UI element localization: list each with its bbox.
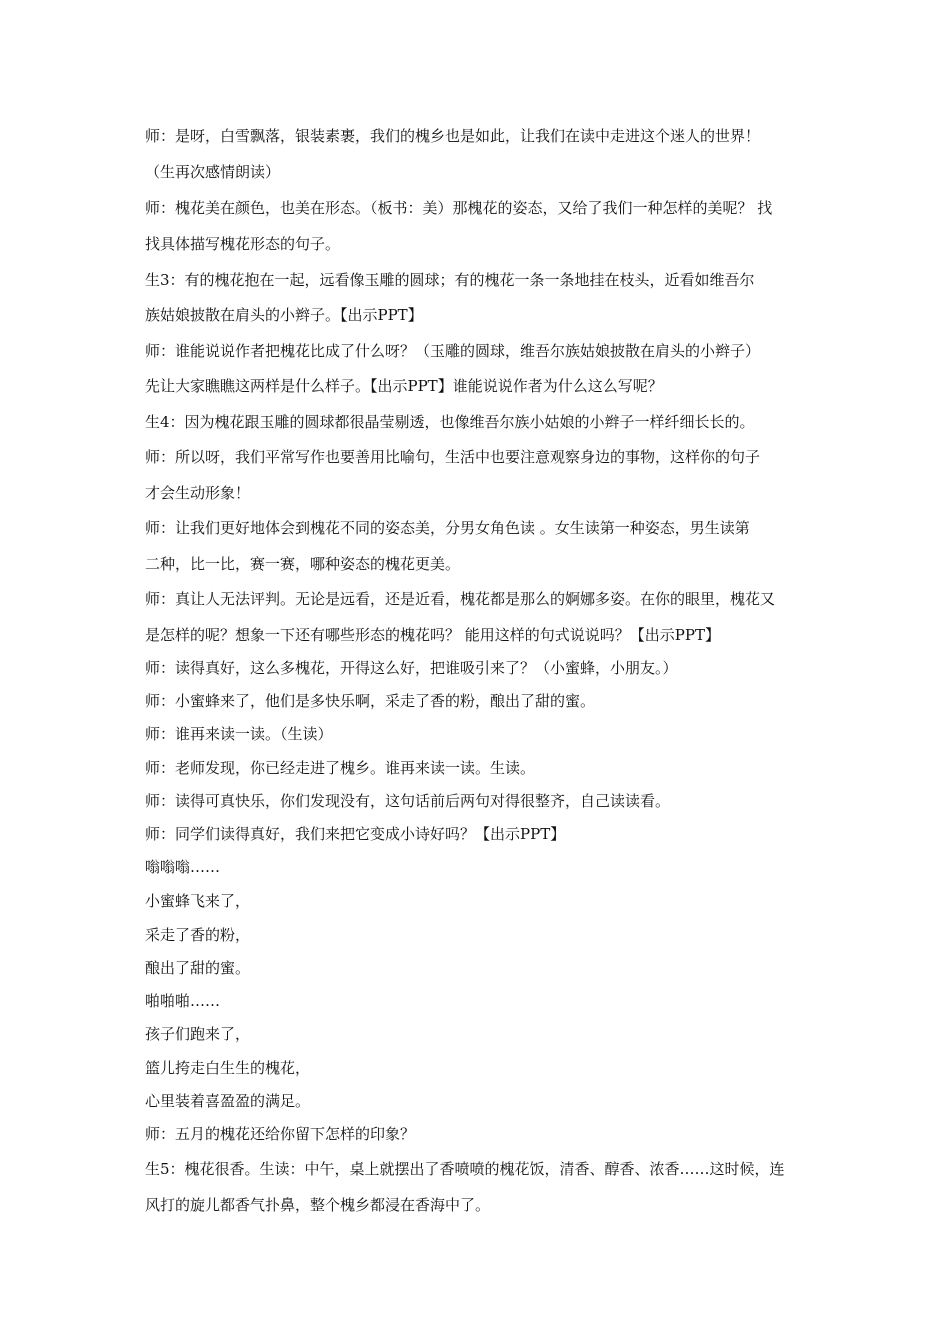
- poem-line: 篮儿挎走白生生的槐花，: [145, 1059, 311, 1077]
- text-line: 师：真让人无法评判。无论是远看，还是近看，槐花都是那么的婀娜多姿。在你的眼里，槐花又: [145, 590, 776, 608]
- text-line: 才会生动形象！: [145, 484, 251, 502]
- text-line: 生3：有的槐花抱在一起，远看像玉雕的圆球；有的槐花一条一条地挂在枝头，近看如维吾尔: [145, 271, 755, 289]
- text-line: 师：五月的槐花还给你留下怎样的印象？: [145, 1125, 416, 1143]
- text-line: 师：槐花美在颜色，也美在形态。（板书：美）那槐花的姿态，又给了我们一种怎样的美呢？ 找: [145, 199, 773, 217]
- text-line: 师：谁再来读一读。（生读）: [145, 725, 333, 743]
- text-line: 师：让我们更好地体会到槐花不同的姿态美，分男女角色读 。女生读第一种姿态，男生读第: [145, 519, 750, 537]
- text-line: 师：读得可真快乐，你们发现没有，这句话前后两句对得很整齐，自己读读看。: [145, 792, 671, 810]
- poem-line: 心里装着喜盈盈的满足。: [145, 1092, 311, 1110]
- text-line: 师：同学们读得真好，我们来把它变成小诗好吗？【出示PPT】: [145, 825, 566, 843]
- poem-line: 嗡嗡嗡……: [145, 858, 221, 876]
- poem-line: 酿出了甜的蜜。: [145, 959, 251, 977]
- poem-line: 采走了香的粉，: [145, 926, 251, 944]
- text-line: 师：小蜜蜂来了，他们是多快乐啊，采走了香的粉，酿出了甜的蜜。: [145, 692, 596, 710]
- text-line: 先让大家瞧瞧这两样是什么样子。【出示PPT】谁能说说作者为什么这么写呢？: [145, 377, 663, 395]
- poem-line: 孩子们跑来了，: [145, 1025, 251, 1043]
- text-line: 师：是呀，白雪飘落，银装素裹，我们的槐乡也是如此，让我们在读中走进这个迷人的世界！: [145, 127, 761, 145]
- text-line: 二种，比一比，赛一赛，哪种姿态的槐花更美。: [145, 555, 461, 573]
- text-line: 风打的旋儿都香气扑鼻，整个槐乡都浸在香海中了。: [145, 1196, 491, 1214]
- text-line: 师：老师发现，你已经走进了槐乡。谁再来读一读。生读。: [145, 759, 536, 777]
- text-line: 生4：因为槐花跟玉雕的圆球都很晶莹剔透，也像维吾尔族小姑娘的小辫子一样纤细长长的。: [145, 413, 755, 431]
- poem-line: 小蜜蜂飞来了，: [145, 892, 251, 910]
- text-line: 师：读得真好，这么多槐花，开得这么好，把谁吸引来了？（小蜜蜂，小朋友。）: [145, 659, 678, 677]
- text-line: 找具体描写槐花形态的句子。: [145, 235, 341, 253]
- text-line: 师：所以呀，我们平常写作也要善用比喻句，生活中也要注意观察身边的事物，这样你的句子: [145, 448, 761, 466]
- text-line: （生再次感情朗读）: [145, 163, 281, 181]
- text-line: 师：谁能说说作者把槐花比成了什么呀？（玉雕的圆球，维吾尔族姑娘披散在肩头的小辫子）: [145, 342, 761, 360]
- text-line: 是怎样的呢？想象一下还有哪些形态的槐花吗？ 能用这样的句式说说吗？【出示PPT】: [145, 626, 720, 644]
- text-line: 族姑娘披散在肩头的小辫子。【出示PPT】: [145, 306, 423, 324]
- text-line: 生5：槐花很香。生读：中午，桌上就摆出了香喷喷的槐花饭，清香、醇香、浓香……这时候，连: [145, 1160, 785, 1178]
- poem-line: 啪啪啪……: [145, 992, 221, 1010]
